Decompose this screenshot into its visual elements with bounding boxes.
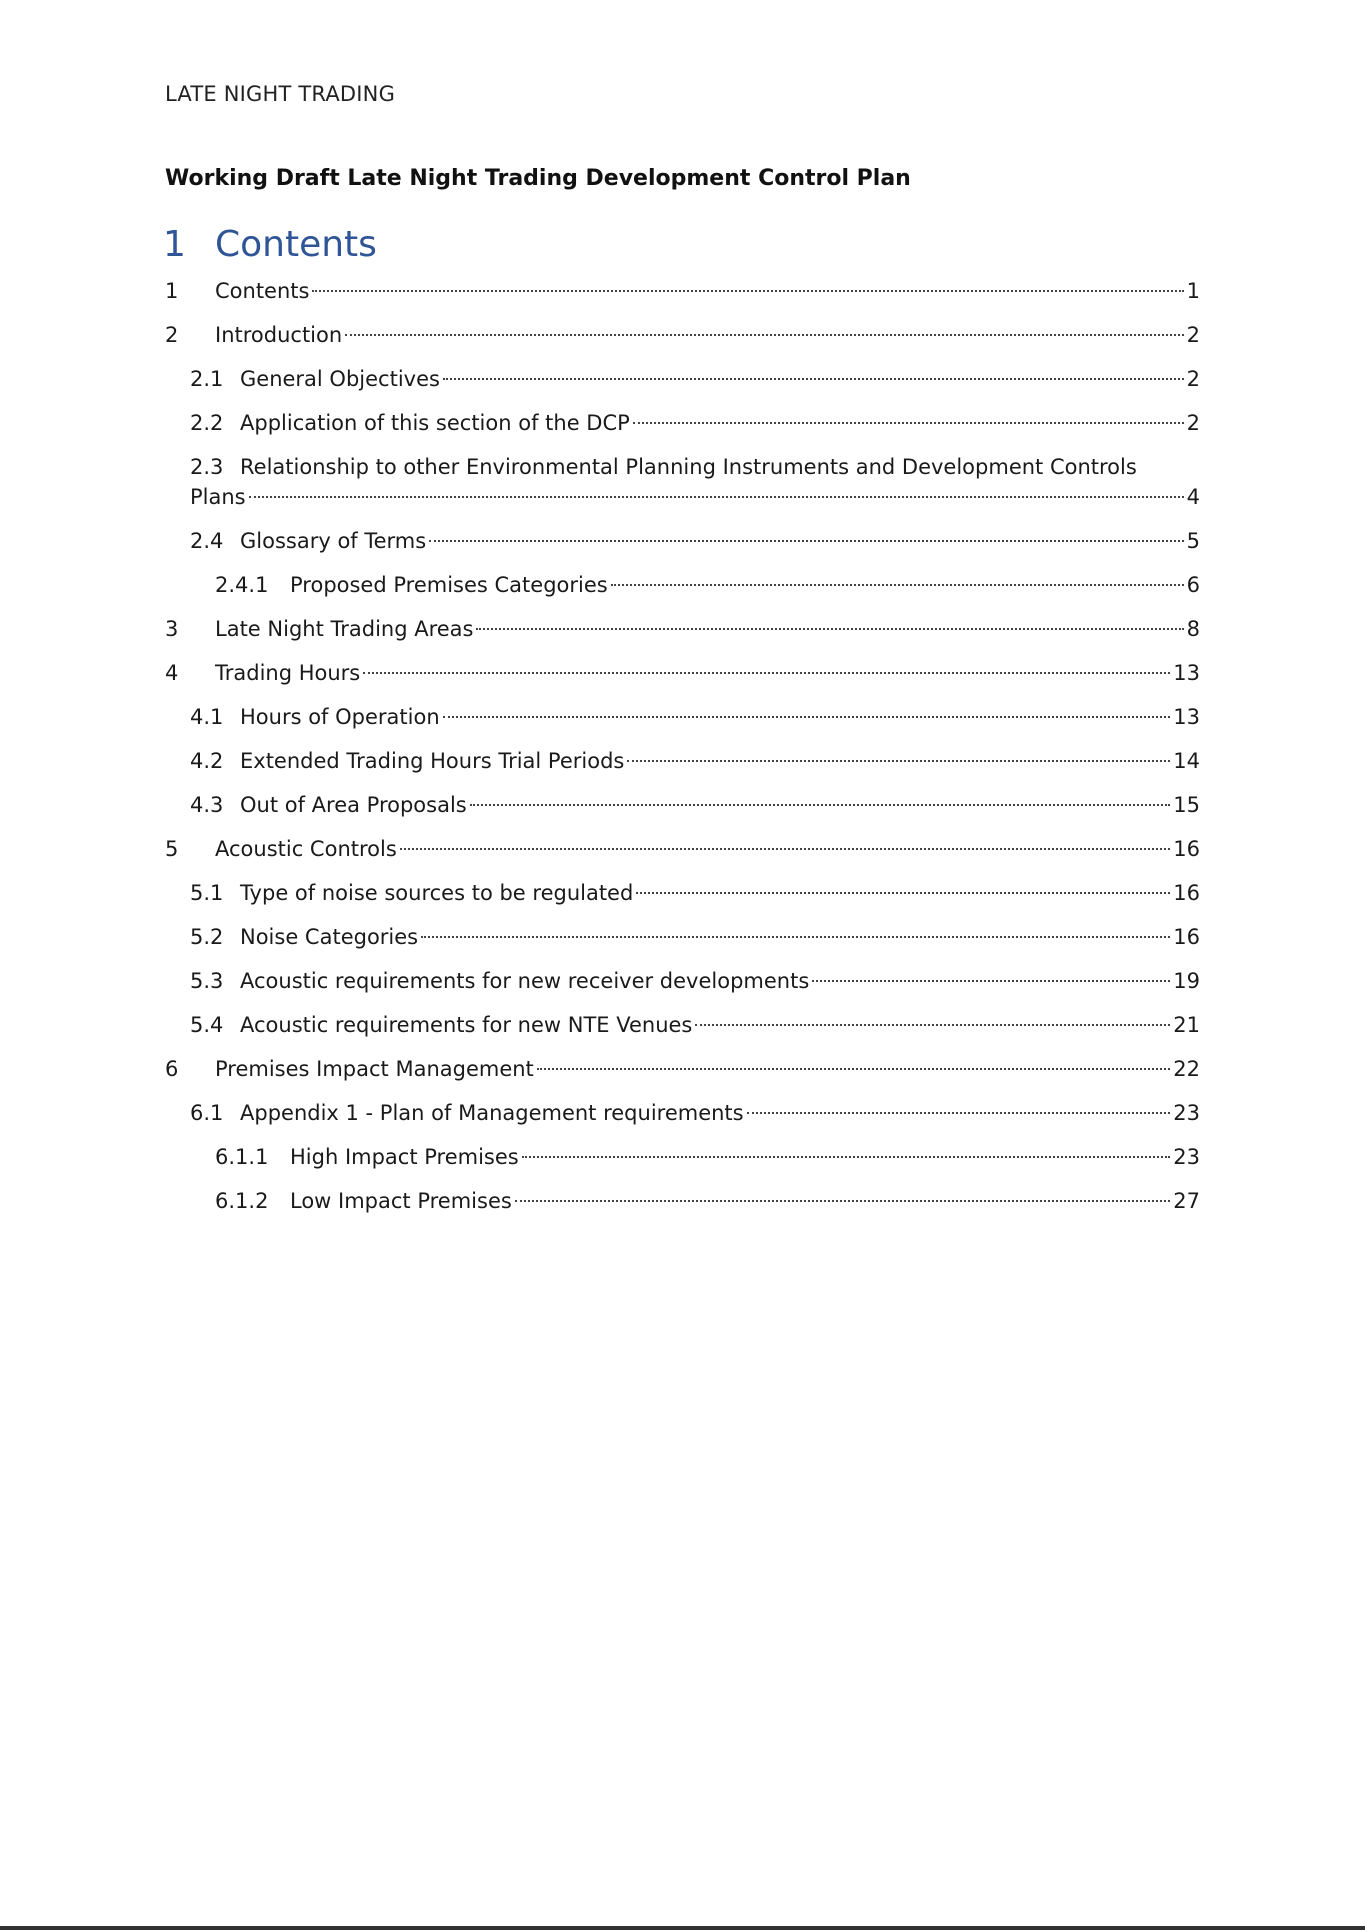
toc-entry-number: 6.1	[190, 1101, 224, 1125]
toc-leader-dots	[443, 378, 1184, 380]
toc-entry-number: 3	[165, 617, 179, 641]
toc-entry-title: Extended Trading Hours Trial Periods	[240, 749, 625, 773]
toc-entry-page: 8	[1186, 617, 1200, 641]
toc-entry[interactable]	[165, 966, 1200, 1010]
toc-entry-number: 4	[165, 661, 179, 685]
toc-entry-number: 2.2	[190, 411, 224, 435]
toc-entry-page: 23	[1173, 1145, 1200, 1169]
toc-leader-dots	[695, 1024, 1170, 1026]
toc-entry-page: 2	[1186, 367, 1200, 391]
toc-leader-dots	[429, 540, 1183, 542]
toc-leader-dots	[443, 716, 1171, 718]
toc-entry-number: 4.1	[190, 705, 224, 729]
toc-entry[interactable]	[165, 658, 1200, 702]
toc-entry-title: Acoustic requirements for new NTE Venues	[240, 1013, 693, 1037]
toc-entry-title: Introduction	[215, 323, 343, 347]
toc-entry-page: 2	[1186, 411, 1200, 435]
toc-entry-page: 13	[1173, 705, 1200, 729]
toc-leader-dots	[747, 1112, 1171, 1114]
toc-leader-dots	[363, 672, 1170, 674]
contents-heading	[163, 224, 377, 265]
toc-entry[interactable]	[165, 878, 1200, 922]
contents-heading-title: Contents	[215, 224, 377, 265]
toc-leader-dots	[633, 422, 1184, 424]
toc-entry-number: 5.2	[190, 925, 224, 949]
toc-entry-page: 13	[1173, 661, 1200, 685]
toc-entry[interactable]	[165, 746, 1200, 790]
toc-entry-title: Appendix 1 - Plan of Management requirements	[240, 1101, 744, 1125]
toc-entry-title: Acoustic Controls	[215, 837, 397, 861]
toc-entry-title: General Objectives	[240, 367, 440, 391]
toc-entry-title: Proposed Premises Categories	[290, 573, 608, 597]
toc-entry-number: 2.4	[190, 529, 224, 553]
toc-leader-dots	[400, 848, 1170, 850]
toc-leader-dots	[812, 980, 1170, 982]
toc-leader-dots	[312, 290, 1183, 292]
toc-entry-number: 5.3	[190, 969, 224, 993]
toc-entry-page: 16	[1173, 925, 1200, 949]
toc-entry[interactable]	[165, 276, 1200, 320]
toc-entry-title: Noise Categories	[240, 925, 419, 949]
toc-entry-title-continued: Plans	[190, 485, 246, 509]
toc-entry[interactable]	[165, 452, 1200, 526]
toc-entry-number: 2.3	[190, 455, 224, 479]
toc-entry[interactable]	[165, 1142, 1200, 1186]
toc-leader-dots	[627, 760, 1170, 762]
toc-entry-title: Relationship to other Environmental Planning Instruments and Development Controls	[240, 455, 1137, 479]
page-bottom-rule	[0, 1926, 1365, 1930]
toc-entry-title: Low Impact Premises	[290, 1189, 512, 1213]
toc-entry[interactable]	[165, 1186, 1200, 1230]
document-title: Working Draft Late Night Trading Development Control Plan	[165, 166, 911, 191]
toc-entry-title: Late Night Trading Areas	[215, 617, 474, 641]
toc-entry-page: 19	[1173, 969, 1200, 993]
toc-entry[interactable]	[165, 1054, 1200, 1098]
toc-leader-dots	[421, 936, 1170, 938]
toc-entry-title: Application of this section of the DCP	[240, 411, 630, 435]
toc-entry-number: 6.1.1	[215, 1145, 269, 1169]
toc-leader-dots	[611, 584, 1184, 586]
toc-entry-number: 4.3	[190, 793, 224, 817]
toc-leader-dots	[636, 892, 1170, 894]
toc-leader-dots	[522, 1156, 1171, 1158]
toc-entry[interactable]	[165, 408, 1200, 452]
toc-entry-number: 2.4.1	[215, 573, 269, 597]
toc-entry[interactable]	[165, 570, 1200, 614]
toc-leader-dots	[470, 804, 1171, 806]
toc-entry-number: 6	[165, 1057, 179, 1081]
table-of-contents	[165, 276, 1200, 1230]
toc-entry[interactable]	[165, 922, 1200, 966]
toc-entry-page: 16	[1173, 837, 1200, 861]
toc-entry-title: Glossary of Terms	[240, 529, 427, 553]
toc-entry-title: Type of noise sources to be regulated	[240, 881, 634, 905]
toc-entry-page: 27	[1173, 1189, 1200, 1213]
running-header: LATE NIGHT TRADING	[165, 82, 396, 106]
toc-leader-dots	[249, 496, 1184, 498]
toc-entry[interactable]	[165, 364, 1200, 408]
toc-entry-number: 5.4	[190, 1013, 224, 1037]
toc-entry[interactable]	[165, 702, 1200, 746]
toc-entry-title: Premises Impact Management	[215, 1057, 534, 1081]
toc-entry-number: 2.1	[190, 367, 224, 391]
toc-leader-dots	[537, 1068, 1170, 1070]
toc-entry-title: Hours of Operation	[240, 705, 440, 729]
toc-leader-dots	[476, 628, 1183, 630]
toc-leader-dots	[345, 334, 1183, 336]
toc-entry-page: 14	[1173, 749, 1200, 773]
toc-entry[interactable]	[165, 1098, 1200, 1142]
toc-entry[interactable]	[165, 834, 1200, 878]
toc-entry-page: 6	[1186, 573, 1200, 597]
toc-entry-title: Acoustic requirements for new receiver developments	[240, 969, 810, 993]
toc-leader-dots	[515, 1200, 1170, 1202]
toc-entry-number: 1	[165, 279, 179, 303]
toc-entry[interactable]	[165, 1010, 1200, 1054]
toc-entry[interactable]	[165, 790, 1200, 834]
toc-entry-title: High Impact Premises	[290, 1145, 519, 1169]
toc-entry-title: Contents	[215, 279, 310, 303]
toc-entry-page: 22	[1173, 1057, 1200, 1081]
toc-entry-page: 4	[1186, 485, 1200, 509]
toc-entry-page: 21	[1173, 1013, 1200, 1037]
toc-entry-number: 4.2	[190, 749, 224, 773]
toc-entry-title: Out of Area Proposals	[240, 793, 467, 817]
contents-heading-number: 1	[163, 224, 186, 265]
toc-entry-page: 1	[1186, 279, 1200, 303]
toc-entry-page: 16	[1173, 881, 1200, 905]
toc-entry-page: 5	[1186, 529, 1200, 553]
toc-entry[interactable]	[165, 526, 1200, 570]
toc-entry-number: 5	[165, 837, 179, 861]
toc-entry[interactable]	[165, 614, 1200, 658]
toc-entry-number: 2	[165, 323, 179, 347]
toc-entry-page: 15	[1173, 793, 1200, 817]
toc-entry-page: 2	[1186, 323, 1200, 347]
toc-entry-number: 6.1.2	[215, 1189, 269, 1213]
toc-entry-title: Trading Hours	[215, 661, 361, 685]
toc-entry-number: 5.1	[190, 881, 224, 905]
toc-entry[interactable]	[165, 320, 1200, 364]
toc-entry-page: 23	[1173, 1101, 1200, 1125]
